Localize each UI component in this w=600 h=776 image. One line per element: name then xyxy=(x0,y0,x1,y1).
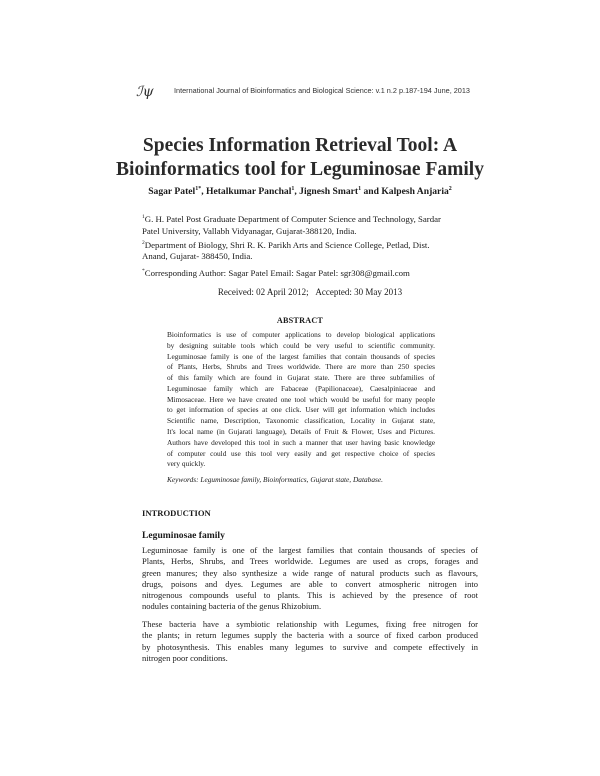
paper-title-line-2: Bioinformatics tool for Leguminosae Family xyxy=(116,159,484,180)
paragraph-line: nitrogen poor conditions. xyxy=(142,652,228,663)
paragraph-line: by photosynthesis. This enables many legumes to survive and compete effectively in xyxy=(142,641,478,652)
paper-title-line-1: Species Information Retrieval Tool: A xyxy=(142,135,458,156)
abstract-line: to get information of species at one click. User will get information which includes xyxy=(167,405,435,415)
affiliation-1: $^1$G. H. Patel Post Graduate Department of Computer Science and Technology, Sardar Patel University, Vallabh Vidyanagar, Gujarat-388120, India. xyxy=(142,213,441,236)
subsection-heading: Leguminosae family xyxy=(142,530,225,541)
paragraph-line: nodules containing bacteria of the genus Rhizobium. xyxy=(142,601,322,612)
abstract-line: of this family which are found in Gujarat state. There are three subfamilies of xyxy=(167,373,435,383)
abstract-line: Mimosaceae. Here we have created one tool which would be useful for many people xyxy=(167,394,435,404)
affiliations xyxy=(142,212,478,263)
author-affil-mark: 1* xyxy=(195,186,202,192)
keywords: Keywords: Leguminosae family, Bioinformatics, Gujarat state, Database. xyxy=(167,475,383,484)
abstract-line: Leguminosae family which are Fabaceae (Papilionaceae), Caesalpiniaceae and xyxy=(167,383,435,393)
author-affil-mark: 1 xyxy=(358,186,362,192)
paragraph-line: drugs, poisons and dyes. Legumes are able to convert atmospheric nitrogen into xyxy=(142,578,478,589)
paragraph-line: Leguminosae family is one of the largest families that contain thousands of species of xyxy=(142,545,478,555)
abstract-line: very quickly. xyxy=(167,459,206,469)
paragraph-line: nitrogenous compounds useful to plants. This is achieved by the presence of root xyxy=(142,590,478,601)
author-affil-mark: 2 xyxy=(448,186,452,192)
paper-title xyxy=(100,134,500,182)
abstract-line: of Plants, Herbs, Shrubs and Trees worldwide. There are more than 250 species xyxy=(167,362,435,372)
body-paragraph-2 xyxy=(142,619,478,664)
author-affil-mark: 1 xyxy=(291,186,295,192)
author-name: Kalpesh Anjaria xyxy=(381,186,449,198)
section-heading-introduction: INTRODUCTION xyxy=(142,508,211,518)
submission-dates xyxy=(142,287,478,297)
author-list: Sagar Patel$^{1*}$, Hetalkumar Panchal$^1$, Jignesh Smart$^1$ and Kalpesh Anjaria$^2$ xyxy=(148,186,452,198)
journal-header xyxy=(136,86,496,100)
abstract-line: Leguminosae family is one of the largest families that contain thousands of species xyxy=(167,351,435,361)
author-name: Sagar Patel xyxy=(148,186,196,198)
paragraph-line: These bacteria have a symbiotic relationship with Legumes, fixing free nitrogen for xyxy=(142,619,478,629)
received-date: Received: 02 April 2012; xyxy=(217,287,309,297)
journal-citation: International Journal of Bioinformatics and Biological Science: v.1 n.2 p.187-194 June, 2013 xyxy=(174,86,470,95)
journal-logo: ℐψ xyxy=(136,84,154,100)
author-name: Hetalkumar Panchal xyxy=(206,186,292,198)
abstract-line: It's local name (in Gujarati language), Details of Fruit & Flower, Uses and Pictures. xyxy=(167,427,435,437)
paragraph-line: green manures; they also synthesize a wide range of natural products such as flavours, xyxy=(142,567,478,578)
paragraph-line: the plants; in return legumes supply the bacteria with a source of fixed carbon produced xyxy=(142,630,478,641)
abstract-text xyxy=(167,330,435,470)
paragraph-line: Plants, Herbs, Shrubs, and Trees worldwide. Legumes are used as crops, forages and xyxy=(142,556,478,567)
abstract-line: of computer could use this tool very easily and get respective choice of species xyxy=(167,448,435,458)
affiliation-2: $^2$Department of Biology, Shri R. K. Parikh Arts and Science College, Petlad, Dist. Anand, Gujarat- 388450, India. xyxy=(142,239,430,262)
abstract-heading: ABSTRACT xyxy=(276,316,324,325)
abstract-line: by designing suitable tools which could be very useful to scientific community. xyxy=(167,340,435,350)
author-name: Jignesh Smart xyxy=(299,186,359,198)
body-paragraph-1 xyxy=(142,545,478,613)
accepted-date: Accepted: 30 May 2013 xyxy=(315,287,403,297)
abstract-line: Scientific name, Description, Taxonomic classification, Locality in Gujarat state, xyxy=(167,416,435,426)
abstract-line: Bioinformatics is use of computer applications to develop biological applications xyxy=(167,330,435,339)
abstract-line: Authors have developed this tool in such a manner that user having basic knowledge xyxy=(167,437,435,447)
corresponding-author: *Corresponding Author: Sagar Patel Email: Sagar Patel: sgr308@gmail.com xyxy=(142,268,410,278)
